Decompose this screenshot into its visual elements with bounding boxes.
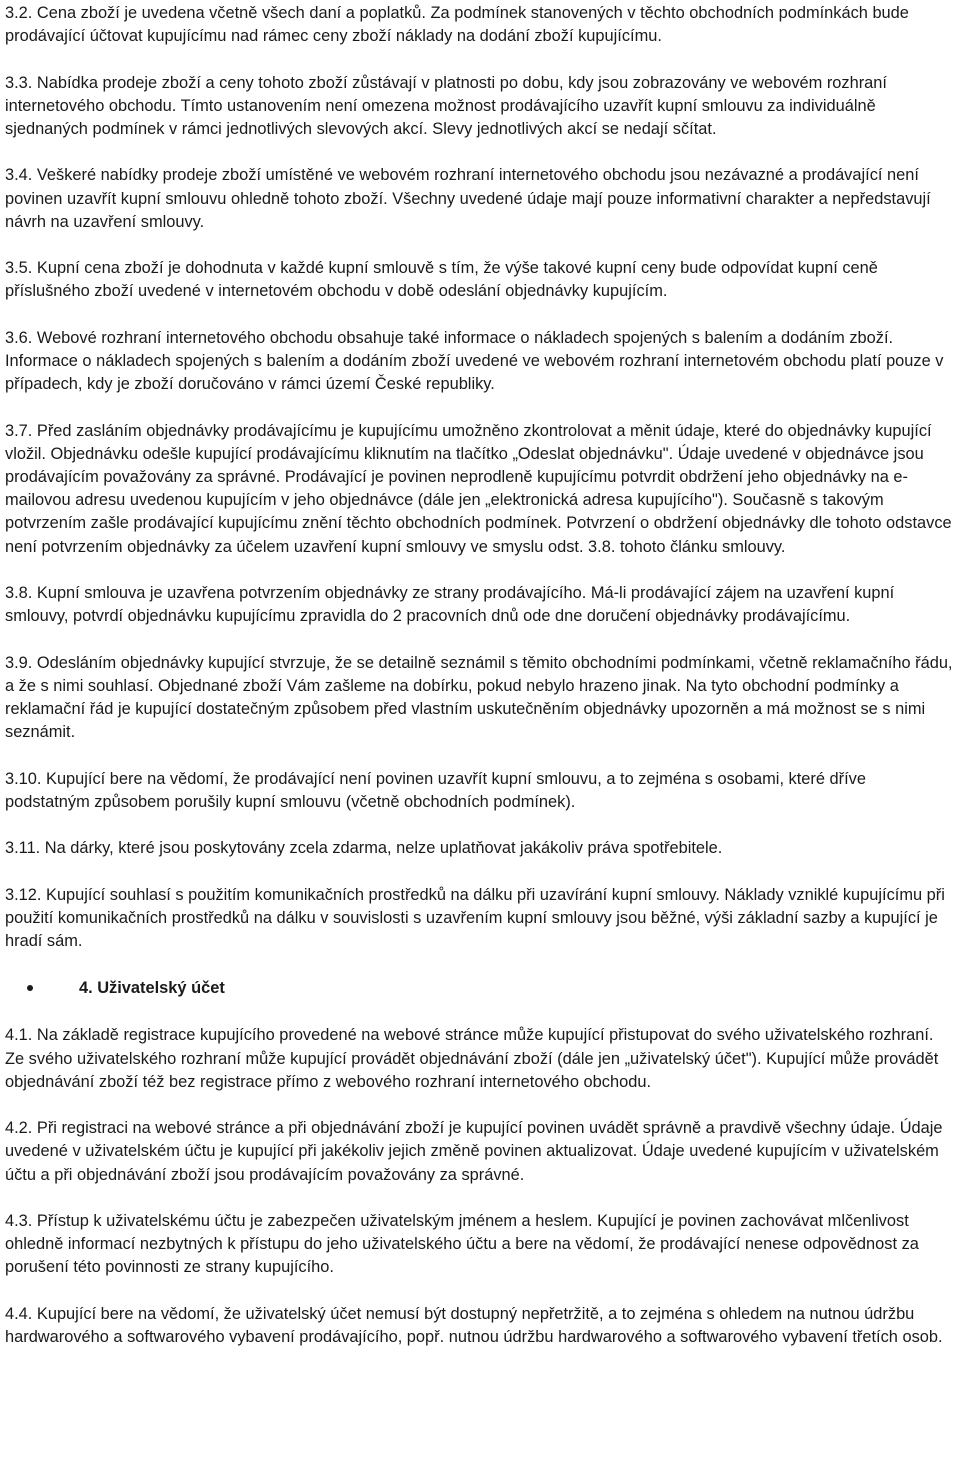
paragraph-3-11: 3.11. Na dárky, které jsou poskytovány zcela zdarma, nelze uplatňovat jakákoliv práva spotřebitele. <box>5 839 723 858</box>
bullet-icon <box>27 985 33 991</box>
paragraph-3-5: 3.5. Kupní cena zboží je dohodnuta v každé kupní smlouvě s tím, že výše takové kupní ceny bude odpovídat kupní ceně příslušného zboží uvedené v internetovém obchodu v době odeslání objednávky kupujícím. <box>5 259 878 301</box>
paragraph-3-2: 3.2. Cena zboží je uvedena včetně všech daní a poplatků. Za podmínek stanovených v těchto obchodních podmínkách bude prodávající účtovat kupujícímu nad rámec ceny zboží náklady na dodání zboží kupujícímu. <box>5 4 909 46</box>
paragraph-3-3: 3.3. Nabídka prodeje zboží a ceny tohoto zboží zůstávají v platnosti po dobu, kdy jsou zobrazovány ve webovém rozhraní internetového obchodu. Tímto ustanovením není omezena možnost prodávajícího uzavřít kupní smlouvu za individuálně sjednaných podmínek v rámci jednotlivých slevových akcí. Slevy jednotlivých akcí se nedají sčítat. <box>5 73 887 138</box>
paragraph-3-6: 3.6. Webové rozhraní internetového obchodu obsahuje také informace o nákladech spojených s balením a dodáním zboží. Informace o nákladech spojených s balením a dodáním zboží uvedené ve webovém rozhraní internetovém obchodu platí pouze v případech, kdy je zboží doručováno v rámci území České republiky. <box>5 328 944 394</box>
paragraph-3-10: 3.10. Kupující bere na vědomí, že prodávající není povinen uzavřít kupní smlouvu, a to zejména s osobami, které dříve podstatným způsobem porušily kupní smlouvu (včetně obchodních podmínek). <box>5 769 866 811</box>
section-4-title: 4. Uživatelský účet <box>79 978 225 997</box>
paragraph-4-2: 4.2. Při registraci na webové stránce a při objednávání zboží je kupující povinen uvádět správně a pravdivě všechny údaje. Údaje uvedené v uživatelském účtu je kupující při jakékoliv jejich změně povinen aktualizovat. Údaje uvedené kupujícím v uživatelském účtu a při objednávání zboží jsou prodávajícím považovány za správné. <box>5 1119 943 1184</box>
paragraph-3-7: 3.7. Před zasláním objednávky prodávajícímu je kupujícímu umožněno zkontrolovat a měnit údaje, které do objednávky kupující vložil. Objednávku odešle kupující prodávajícímu kliknutím na tlačítko „Odeslat objednávku". Údaje uvedené v objednávce jsou prodávajícím považovány za správné. Prodávající je povinen neprodleně kupujícímu potvrdit obdržení jeho objednávky na e-mailovou adresu uvedenou kupujícím v jeho objednávce (dále jen „elektronická adresa kupujícího"). Současně s takovým potvrzením zašle prodávající kupujícímu znění těchto obchodních podmínek. Potvrzení o obdržení objednávky dle tohoto odstavce není potvrzením objednávky za účelem uzavření kupní smlouvy ve smyslu odst. 3.8. tohoto článku smlouvy. <box>5 421 952 556</box>
paragraph-3-9: 3.9. Odesláním objednávky kupující stvrzuje, že se detailně seznámil s těmito obchodními podmínkami, včetně reklamačního řádu, a že s nimi souhlasí. Objednané zboží Vám zašleme na dobírku, pokud nebylo hrazeno jinak. Na tyto obchodní podmínky a reklamační řád je kupující dostatečným způsobem před vlastním uskutečněním objednávky upozorněn a má možnost se s nimi seznámit. <box>5 653 953 742</box>
section-4-heading <box>5 976 955 1000</box>
paragraph-4-4: 4.4. Kupující bere na vědomí, že uživatelský účet nemusí být dostupný nepřetržitě, a to zejména s ohledem na nutnou údržbu hardwarového a softwarového vybavení prodávajícího, popř. nutnou údržbu hardwarového a softwarového vybavení třetích osob. <box>5 1304 943 1346</box>
paragraph-3-12: 3.12. Kupující souhlasí s použitím komunikačních prostředků na dálku při uzavírání kupní smlouvy. Náklady vzniklé kupujícímu při použití komunikačních prostředků na dálku v souvislosti s uzavřením kupní smlouvy jsou běžné, výši základní sazby a kupující je hradí sám. <box>5 885 945 950</box>
paragraph-3-4: 3.4. Veškeré nabídky prodeje zboží umístěné ve webovém rozhraní internetového obchodu jsou nezávazné a prodávající není povinen uzavřít kupní smlouvu ohledně tohoto zboží. Všechny uvedené údaje mají pouze informativní charakter a nepředstavují návrh na uzavření smlouvy. <box>5 166 931 231</box>
paragraph-3-8: 3.8. Kupní smlouva je uzavřena potvrzením objednávky ze strany prodávajícího. Má-li prodávající zájem na uzavření kupní smlouvy, potvrdí objednávku kupujícímu zpravidla do 2 pracovních dnů ode dne doručení objednávky prodávajícímu. <box>5 583 895 626</box>
document-body <box>5 2 955 1372</box>
paragraph-4-3: 4.3. Přístup k uživatelskému účtu je zabezpečen uživatelským jménem a heslem. Kupující je povinen zachovávat mlčenlivost ohledně informací nezbytných k přístupu do jeho uživatelského účtu a bere na vědomí, že prodávající nenese odpovědnost za porušení této povinnosti ze strany kupujícího. <box>5 1211 919 1277</box>
paragraph-4-1: 4.1. Na základě registrace kupujícího provedené na webové stránce může kupující přistupovat do svého uživatelského rozhraní. Ze svého uživatelského rozhraní může kupující provádět objednávání zboží (dále jen „uživatelský účet"). Kupující může provádět objednávání zboží též bez registrace přímo z webového rozhraní internetového obchodu. <box>5 1026 939 1091</box>
